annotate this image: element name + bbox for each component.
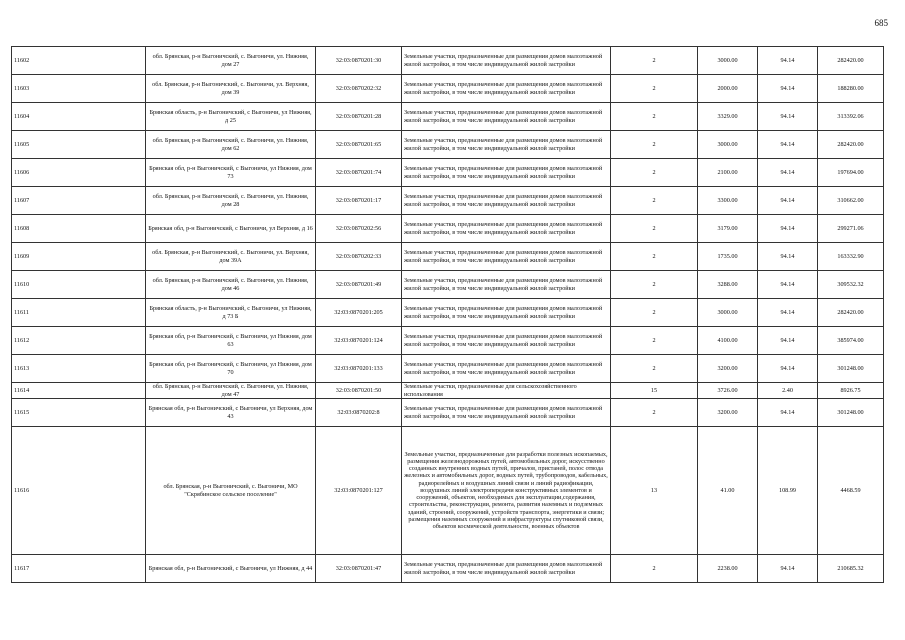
row-number-cell: 11610 xyxy=(12,271,146,299)
cadastral-number-cell: 32:03:0870201:47 xyxy=(316,555,402,583)
rate-cell: 94.14 xyxy=(758,103,818,131)
cadastral-value-cell: 313392.06 xyxy=(818,103,884,131)
cadastral-number-cell: 32:03:0870201:74 xyxy=(316,159,402,187)
area-cell: 3179.00 xyxy=(698,215,758,243)
row-number-cell: 11611 xyxy=(12,299,146,327)
cadastral-number-cell: 32:03:0870201:50 xyxy=(316,383,402,399)
cadastral-number-cell: 32:03:0870201:205 xyxy=(316,299,402,327)
row-number-cell: 11604 xyxy=(12,103,146,131)
cadastral-number-cell: 32:03:0870201:124 xyxy=(316,327,402,355)
land-use-cell: Земельные участки, предназначенные для разработки полезных ископаемых, размещения железнодорожных путей, автомобильных дорог, искусственно созданных внутренних водных путей, причалов, пристаней, полос отвода железных и автомобильных дорог, водных путей, трубопроводов, кабельных, радиорелейных и воздушных линий связи и линий радиофикации, воздушных линий электропередачи конструктивных элементов и сооружений, объектов, необходимых для эксплуатации,содержания, строительства, реконструкции, ремонта, развития наземных и подземных зданий, строений, сооружений, устройств транспорта, энергетики и связи; размещения наземных сооружений и инфраструктуры спутниковой связи, объектов космической деятельности, военных объектов xyxy=(402,427,611,555)
row-number-cell: 11615 xyxy=(12,399,146,427)
row-number-cell: 11608 xyxy=(12,215,146,243)
table-row xyxy=(12,131,884,159)
category-cell: 13 xyxy=(611,427,698,555)
rate-cell: 94.14 xyxy=(758,399,818,427)
row-number-cell: 11609 xyxy=(12,243,146,271)
category-cell: 2 xyxy=(611,271,698,299)
area-cell: 3329.00 xyxy=(698,103,758,131)
rate-cell: 108.99 xyxy=(758,427,818,555)
cadastral-number-cell: 32:03:0870202:33 xyxy=(316,243,402,271)
table-row xyxy=(12,427,884,555)
cadastral-number-cell: 32:03:0870201:17 xyxy=(316,187,402,215)
table-row xyxy=(12,299,884,327)
rate-cell: 94.14 xyxy=(758,555,818,583)
table-row xyxy=(12,75,884,103)
category-cell: 2 xyxy=(611,215,698,243)
table-row xyxy=(12,47,884,75)
rate-cell: 94.14 xyxy=(758,131,818,159)
area-cell: 3300.00 xyxy=(698,187,758,215)
area-cell: 3288.00 xyxy=(698,271,758,299)
address-cell: Брянская обл, р-н Выгоничский, с Выгоничи, ул Нижняя, дом 73 xyxy=(146,159,316,187)
address-cell: обл. Брянская, р-н Выгоничский, с. Выгоничи, ул. Нижняя, дом 46 xyxy=(146,271,316,299)
cadastral-number-cell: 32:03:0870201:30 xyxy=(316,47,402,75)
land-use-cell: Земельные участки, предназначенные для сельскохозяйственного использования xyxy=(402,383,611,399)
address-cell: обл. Брянская, р-н Выгоничский, с. Выгоничи, ул. Верхняя, дом 39А xyxy=(146,243,316,271)
address-cell: обл. Брянская, р-н Выгоничский, с. Выгоничи, ул. Нижняя, дом 47 xyxy=(146,383,316,399)
land-use-cell: Земельные участки, предназначенные для размещения домов малоэтажной жилой застройки, в том числе индивидуальной жилой застройки xyxy=(402,299,611,327)
cadastral-value-cell: 197694.00 xyxy=(818,159,884,187)
table-row xyxy=(12,355,884,383)
rate-cell: 94.14 xyxy=(758,75,818,103)
area-cell: 3726.00 xyxy=(698,383,758,399)
address-cell: обл. Брянская, р-н Выгоничский, с. Выгоничи, МО "Скрябинское сельское поселение" xyxy=(146,427,316,555)
cadastral-value-cell: 4468.59 xyxy=(818,427,884,555)
address-cell: обл. Брянская, р-н Выгоничский, с. Выгоничи, ул. Верхняя, дом 39 xyxy=(146,75,316,103)
cadastral-value-cell: 299271.06 xyxy=(818,215,884,243)
rate-cell: 94.14 xyxy=(758,271,818,299)
area-cell: 1735.00 xyxy=(698,243,758,271)
category-cell: 2 xyxy=(611,243,698,271)
land-use-cell: Земельные участки, предназначенные для размещения домов малоэтажной жилой застройки, в том числе индивидуальной жилой застройки xyxy=(402,355,611,383)
row-number-cell: 11606 xyxy=(12,159,146,187)
table-row xyxy=(12,187,884,215)
row-number-cell: 11613 xyxy=(12,355,146,383)
cadastral-number-cell: 32:03:0870202:32 xyxy=(316,75,402,103)
category-cell: 2 xyxy=(611,47,698,75)
area-cell: 3000.00 xyxy=(698,299,758,327)
rate-cell: 94.14 xyxy=(758,47,818,75)
cadastral-number-cell: 32:03:0870202:56 xyxy=(316,215,402,243)
cadastral-value-cell: 188280.00 xyxy=(818,75,884,103)
category-cell: 2 xyxy=(611,187,698,215)
area-cell: 3200.00 xyxy=(698,399,758,427)
row-number-cell: 11616 xyxy=(12,427,146,555)
cadastral-registry-table xyxy=(11,46,884,583)
category-cell: 2 xyxy=(611,103,698,131)
table-row xyxy=(12,159,884,187)
category-cell: 2 xyxy=(611,75,698,103)
cadastral-value-cell: 310662.00 xyxy=(818,187,884,215)
address-cell: обл. Брянская, р-н Выгоничский, с. Выгоничи, ул. Нижняя, дом 62 xyxy=(146,131,316,159)
table-row xyxy=(12,215,884,243)
cadastral-number-cell: 32:03:0870202:8 xyxy=(316,399,402,427)
cadastral-value-cell: 163332.90 xyxy=(818,243,884,271)
rate-cell: 94.14 xyxy=(758,355,818,383)
land-use-cell: Земельные участки, предназначенные для размещения домов малоэтажной жилой застройки, в том числе индивидуальной жилой застройки xyxy=(402,327,611,355)
cadastral-number-cell: 32:03:0870201:28 xyxy=(316,103,402,131)
area-cell: 2238.00 xyxy=(698,555,758,583)
address-cell: Брянская обл, р-н Выгоничский, с Выгоничи, ул Верхняя, дом 43 xyxy=(146,399,316,427)
address-cell: Брянская обл, р-н Выгоничский, с Выгоничи, ул Нижняя, дом 70 xyxy=(146,355,316,383)
cadastral-value-cell: 309532.32 xyxy=(818,271,884,299)
category-cell: 2 xyxy=(611,327,698,355)
table-row xyxy=(12,399,884,427)
land-use-cell: Земельные участки, предназначенные для размещения домов малоэтажной жилой застройки, в том числе индивидуальной жилой застройки xyxy=(402,215,611,243)
cadastral-value-cell: 301248.00 xyxy=(818,355,884,383)
address-cell: Брянская обл, р-н Выгоничский, с Выгоничи, ул Нижняя, дом 63 xyxy=(146,327,316,355)
cadastral-value-cell: 282420.00 xyxy=(818,131,884,159)
row-number-cell: 11603 xyxy=(12,75,146,103)
address-cell: обл. Брянская, р-н Выгоничский, с. Выгоничи, ул. Нижняя, дом 28 xyxy=(146,187,316,215)
table-row xyxy=(12,243,884,271)
rate-cell: 94.14 xyxy=(758,215,818,243)
cadastral-value-cell: 8926.75 xyxy=(818,383,884,399)
cadastral-value-cell: 282420.00 xyxy=(818,47,884,75)
area-cell: 3000.00 xyxy=(698,47,758,75)
row-number-cell: 11605 xyxy=(12,131,146,159)
rate-cell: 2.40 xyxy=(758,383,818,399)
land-use-cell: Земельные участки, предназначенные для размещения домов малоэтажной жилой застройки, в том числе индивидуальной жилой застройки xyxy=(402,271,611,299)
table-row xyxy=(12,327,884,355)
category-cell: 15 xyxy=(611,383,698,399)
category-cell: 2 xyxy=(611,355,698,383)
cadastral-number-cell: 32:03:0870201:49 xyxy=(316,271,402,299)
rate-cell: 94.14 xyxy=(758,159,818,187)
rate-cell: 94.14 xyxy=(758,327,818,355)
address-cell: Брянская область, р-н Выгоничский, с Выгоничи, ул Нижняя, д 25 xyxy=(146,103,316,131)
land-use-cell: Земельные участки, предназначенные для размещения домов малоэтажной жилой застройки, в том числе индивидуальной жилой застройки xyxy=(402,159,611,187)
rate-cell: 94.14 xyxy=(758,243,818,271)
cadastral-value-cell: 301248.00 xyxy=(818,399,884,427)
table-row xyxy=(12,271,884,299)
land-use-cell: Земельные участки, предназначенные для размещения домов малоэтажной жилой застройки, в том числе индивидуальной жилой застройки xyxy=(402,75,611,103)
category-cell: 2 xyxy=(611,131,698,159)
rate-cell: 94.14 xyxy=(758,187,818,215)
area-cell: 41.00 xyxy=(698,427,758,555)
table-row xyxy=(12,103,884,131)
area-cell: 2000.00 xyxy=(698,75,758,103)
page-number: 685 xyxy=(874,18,888,28)
address-cell: Брянская обл, р-н Выгоничский, с Выгоничи, ул Нижняя, д 44 xyxy=(146,555,316,583)
row-number-cell: 11607 xyxy=(12,187,146,215)
cadastral-number-cell: 32:03:0870201:133 xyxy=(316,355,402,383)
address-cell: обл. Брянская, р-н Выгоничский, с. Выгоничи, ул. Нижняя, дом 27 xyxy=(146,47,316,75)
table-row xyxy=(12,555,884,583)
land-use-cell: Земельные участки, предназначенные для размещения домов малоэтажной жилой застройки, в том числе индивидуальной жилой застройки xyxy=(402,399,611,427)
area-cell: 3200.00 xyxy=(698,355,758,383)
cadastral-value-cell: 385974.00 xyxy=(818,327,884,355)
address-cell: Брянская обл, р-н Выгоничский, с Выгоничи, ул Верхняя, д 16 xyxy=(146,215,316,243)
row-number-cell: 11612 xyxy=(12,327,146,355)
area-cell: 2100.00 xyxy=(698,159,758,187)
category-cell: 2 xyxy=(611,399,698,427)
rate-cell: 94.14 xyxy=(758,299,818,327)
cadastral-value-cell: 210685.32 xyxy=(818,555,884,583)
row-number-cell: 11614 xyxy=(12,383,146,399)
category-cell: 2 xyxy=(611,555,698,583)
land-use-cell: Земельные участки, предназначенные для размещения домов малоэтажной жилой застройки, в том числе индивидуальной жилой застройки xyxy=(402,47,611,75)
address-cell: Брянская область, р-н Выгоничский, с Выгоничи, ул Нижняя, д 73 Б xyxy=(146,299,316,327)
table-row xyxy=(12,383,884,399)
land-use-cell: Земельные участки, предназначенные для размещения домов малоэтажной жилой застройки, в том числе индивидуальной жилой застройки xyxy=(402,103,611,131)
area-cell: 3000.00 xyxy=(698,131,758,159)
area-cell: 4100.00 xyxy=(698,327,758,355)
land-use-cell: Земельные участки, предназначенные для размещения домов малоэтажной жилой застройки, в том числе индивидуальной жилой застройки xyxy=(402,243,611,271)
land-use-cell: Земельные участки, предназначенные для размещения домов малоэтажной жилой застройки, в том числе индивидуальной жилой застройки xyxy=(402,555,611,583)
cadastral-number-cell: 32:03:0870201:65 xyxy=(316,131,402,159)
row-number-cell: 11617 xyxy=(12,555,146,583)
row-number-cell: 11602 xyxy=(12,47,146,75)
land-use-cell: Земельные участки, предназначенные для размещения домов малоэтажной жилой застройки, в том числе индивидуальной жилой застройки xyxy=(402,131,611,159)
cadastral-number-cell: 32:03:0870201:127 xyxy=(316,427,402,555)
land-use-cell: Земельные участки, предназначенные для размещения домов малоэтажной жилой застройки, в том числе индивидуальной жилой застройки xyxy=(402,187,611,215)
cadastral-value-cell: 282420.00 xyxy=(818,299,884,327)
category-cell: 2 xyxy=(611,159,698,187)
category-cell: 2 xyxy=(611,299,698,327)
